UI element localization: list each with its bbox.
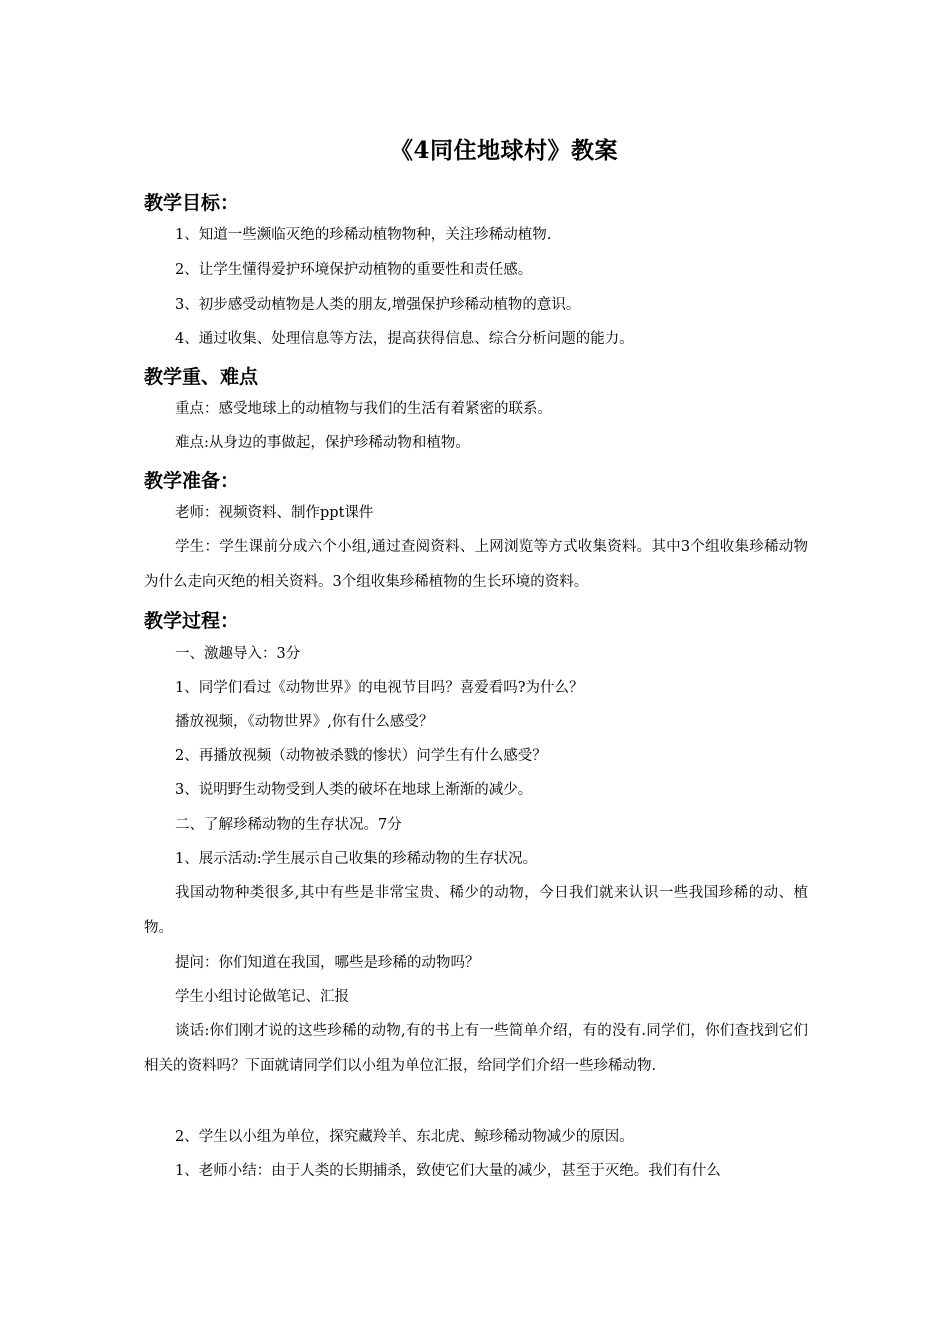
document-title: 《4同住地球村》教案 xyxy=(389,137,618,164)
process-item: 1、同学们看过《动物世界》的电视节目吗？喜爱看吗?为什么？ xyxy=(175,680,584,696)
goal-item: 1、知道一些濒临灭绝的珍稀动植物物种，关注珍稀动植物. xyxy=(175,227,552,243)
section-heading-goals: 教学目标： xyxy=(144,192,240,214)
process-item: 提问：你们知道在我国，哪些是珍稀的动物吗？ xyxy=(175,955,480,971)
preparation-item: 学生：学生课前分成六个小组,通过查阅资料、上网浏览等方式收集资料。其中3个组收集珍稀动物为什么走向灭绝的相关资料。3个组收集珍稀植物的生长环境的资料。 xyxy=(144,539,808,590)
goal-item: 4、通过收集、处理信息等方法，提高获得信息、综合分析问题的能力。 xyxy=(175,331,634,347)
process-item: 播放视频，《动物世界》,你有什么感受？ xyxy=(175,714,434,730)
process-item: 1、老师小结：由于人类的长期捕杀，致使它们大量的减少，甚至于灭绝。我们有什么 xyxy=(175,1163,721,1179)
process-item: 2、学生以小组为单位，探究藏羚羊、东北虎、鲸珍稀动物减少的原因。 xyxy=(175,1129,634,1145)
key-point-item: 重点：感受地球上的动植物与我们的生活有着紧密的联系。 xyxy=(175,401,552,417)
section-heading-preparation: 教学准备： xyxy=(144,470,240,492)
goal-item: 2、让学生懂得爱护环境保护动植物的重要性和责任感。 xyxy=(175,262,533,278)
section-heading-process: 教学过程： xyxy=(144,610,240,632)
section-heading-key-points: 教学重、难点 xyxy=(144,366,259,388)
process-item: 我国动物种类很多,其中有些是非常宝贵、稀少的动物，今日我们就来认识一些我国珍稀的动、植物。 xyxy=(144,885,808,936)
key-point-item: 难点:从身边的事做起，保护珍稀动物和植物。 xyxy=(175,435,470,451)
process-item: 3、说明野生动物受到人类的破坏在地球上渐渐的减少。 xyxy=(175,782,533,798)
process-item: 谈话:你们刚才说的这些珍稀的动物,有的书上有一些简单介绍，有的没有.同学们，你们查找到它们相关的资料吗？下面就请同学们以小组为单位汇报，给同学们介绍一些珍稀动物. xyxy=(144,1023,808,1074)
process-item: 1、展示活动:学生展示自己收集的珍稀动物的生存状况。 xyxy=(175,851,538,867)
preparation-item: 老师：视频资料、制作ppt课件 xyxy=(175,505,374,521)
process-item: 2、再播放视频（动物被杀戮的惨状）问学生有什么感受？ xyxy=(175,748,547,764)
process-item: 学生小组讨论做笔记、汇报 xyxy=(175,989,349,1005)
process-item: 二、了解珍稀动物的生存状况。7分 xyxy=(175,817,402,833)
goal-item: 3、初步感受动植物是人类的朋友,增强保护珍稀动植物的意识。 xyxy=(175,297,581,313)
process-item: 一、激趣导入：3分 xyxy=(175,646,301,662)
